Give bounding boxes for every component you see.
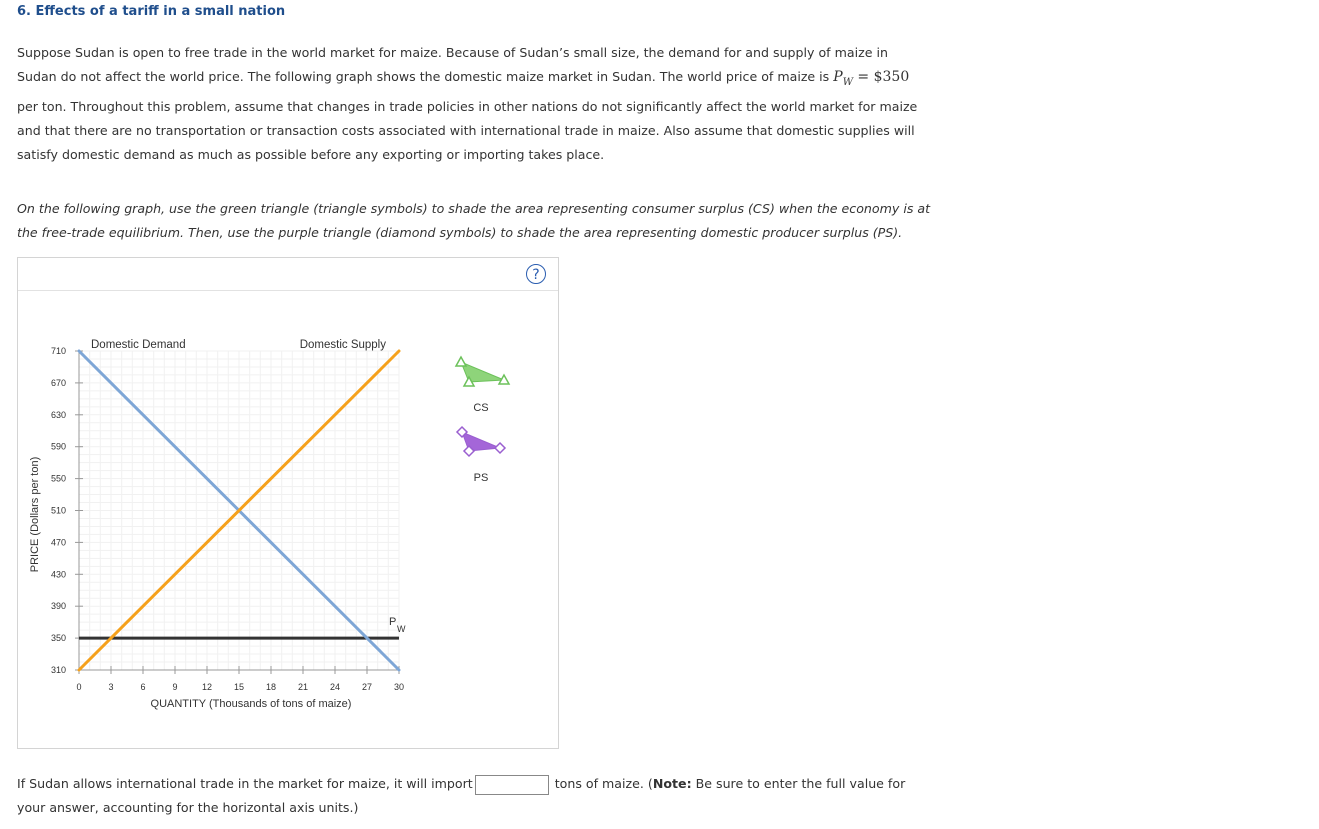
question-text-before: If Sudan allows international trade in the market for maize, it will import [17, 776, 473, 791]
x-tick-label: 27 [361, 682, 373, 692]
y-tick-label: 430 [50, 569, 66, 580]
x-tick-label: 24 [329, 682, 341, 692]
cs-label: CS [473, 402, 489, 414]
world-price-expression: $P_W$ = $350 [833, 69, 910, 88]
question-text-after: tons of maize. ( [550, 776, 653, 791]
world-price-subscript: W [397, 624, 406, 635]
intro-text-2: per ton. Throughout this problem, assume that changes in trade policies in other nations do not significantly affect the world market for maize and that there are no transportation or transaction costs associated with international trade in maize. Also assume that domestic supplies will satisfy domestic demand as much as possible before any exporting or importing takes place. [17, 98, 918, 162]
x-tick-label: 0 [76, 682, 82, 692]
diamond-marker [495, 443, 505, 453]
y-tick-label: 390 [50, 601, 66, 612]
graph-panel [17, 257, 559, 749]
x-tick-label: 3 [108, 682, 114, 692]
y-tick-label: 350 [50, 633, 66, 644]
x-tick-label: 30 [393, 682, 405, 692]
intro-text-1: Suppose Sudan is open to free trade in the world market for maize. Because of Sudan’s small size, the demand for and supply of maize in Sudan do not affect the world price. The following graph shows the domestic maize market in Sudan. The world price of maize is [17, 45, 888, 84]
market-graph [18, 258, 558, 748]
y-tick-label: 510 [50, 505, 66, 516]
x-axis-title: QUANTITY (Thousands of tons of maize) [150, 698, 352, 710]
help-icon[interactable]: ? [526, 264, 546, 284]
demand-curve-label: Domestic Demand [91, 339, 186, 351]
y-tick-label: 710 [50, 346, 66, 356]
supply-curve-label: Domestic Supply [299, 339, 386, 351]
import-quantity-input[interactable] [475, 775, 549, 795]
x-tick-label: 12 [201, 682, 213, 692]
y-tick-label: 590 [50, 441, 66, 452]
x-tick-label: 18 [265, 682, 277, 692]
import-question [17, 772, 937, 820]
x-tick-label: 6 [140, 682, 146, 692]
note-text: Be sure to enter the full value for your answer, accounting for the horizontal axis units.) [17, 776, 906, 815]
ps-palette-tool[interactable] [457, 427, 505, 484]
problem-description [17, 41, 927, 167]
y-tick-label: 670 [50, 377, 66, 388]
note-label: Note: [652, 776, 692, 791]
triangle-marker [456, 357, 466, 366]
graph-instructions: On the following graph, use the green triangle (triangle symbols) to shade the area representing consumer surplus (CS) when the economy is at the free-trade equilibrium. Then, use the purple triangle (diamond symbols) to shade the area representing domestic producer surplus (PS). [17, 201, 931, 240]
y-tick-label: 470 [50, 537, 66, 548]
world-price-label: P [389, 616, 397, 629]
x-tick-label: 9 [172, 682, 178, 692]
y-axis-title: PRICE (Dollars per ton) [29, 456, 41, 573]
y-tick-label: 310 [50, 665, 66, 675]
ps-label: PS [473, 472, 489, 484]
y-tick-label: 630 [50, 409, 66, 420]
cs-palette-tool[interactable] [456, 357, 509, 414]
page-title: 6. Effects of a tariff in a small nation [17, 4, 286, 19]
x-tick-label: 21 [297, 682, 309, 692]
x-tick-label: 15 [233, 682, 245, 692]
y-tick-label: 550 [50, 473, 66, 484]
